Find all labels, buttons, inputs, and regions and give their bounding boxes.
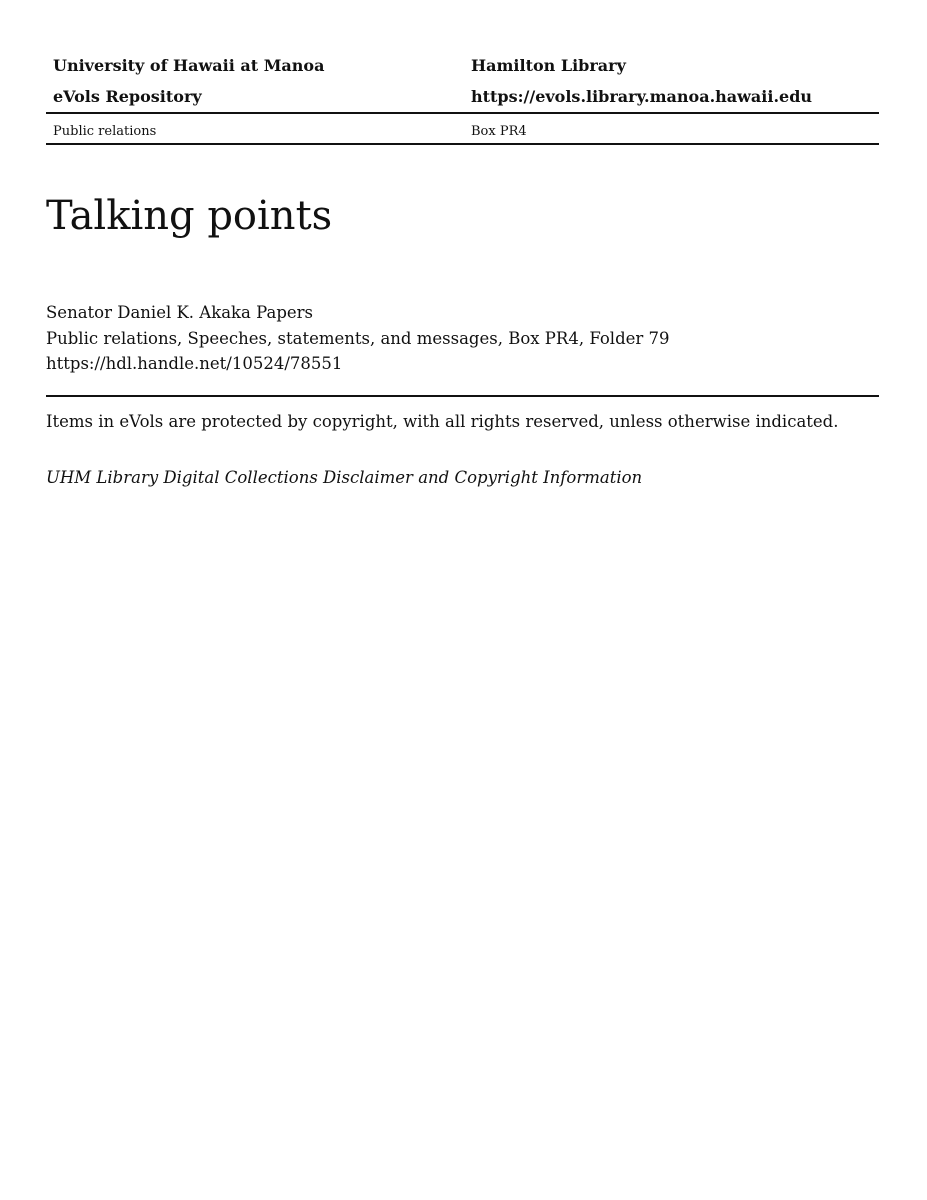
header-row-institution bbox=[46, 50, 879, 81]
institution-name: University of Hawaii at Manoa bbox=[53, 56, 325, 75]
disclaimer-link[interactable]: UHM Library Digital Collections Disclaimer and Copyright Information bbox=[46, 468, 643, 487]
header-row-series bbox=[46, 114, 879, 143]
repository-name: eVols Repository bbox=[53, 87, 202, 106]
document-header bbox=[46, 50, 879, 145]
series-label: Public relations bbox=[53, 124, 157, 139]
header-rule-bottom bbox=[46, 143, 879, 145]
handle-link[interactable]: https://hdl.handle.net/10524/78551 bbox=[46, 354, 343, 373]
box-label: Box PR4 bbox=[471, 124, 527, 139]
header-row-repository bbox=[46, 81, 879, 112]
document-metadata bbox=[46, 300, 670, 377]
document-title: Talking points bbox=[46, 193, 333, 239]
section-divider bbox=[46, 395, 879, 397]
folder-location: Public relations, Speeches, statements, and messages, Box PR4, Folder 79 bbox=[46, 328, 670, 348]
library-name: Hamilton Library bbox=[471, 56, 626, 75]
repository-url[interactable]: https://evols.library.manoa.hawaii.edu bbox=[471, 87, 813, 106]
collection-name: Senator Daniel K. Akaka Papers bbox=[46, 303, 314, 322]
rights-statement: Items in eVols are protected by copyright, with all rights reserved, unless otherwise indicated. bbox=[46, 412, 839, 431]
